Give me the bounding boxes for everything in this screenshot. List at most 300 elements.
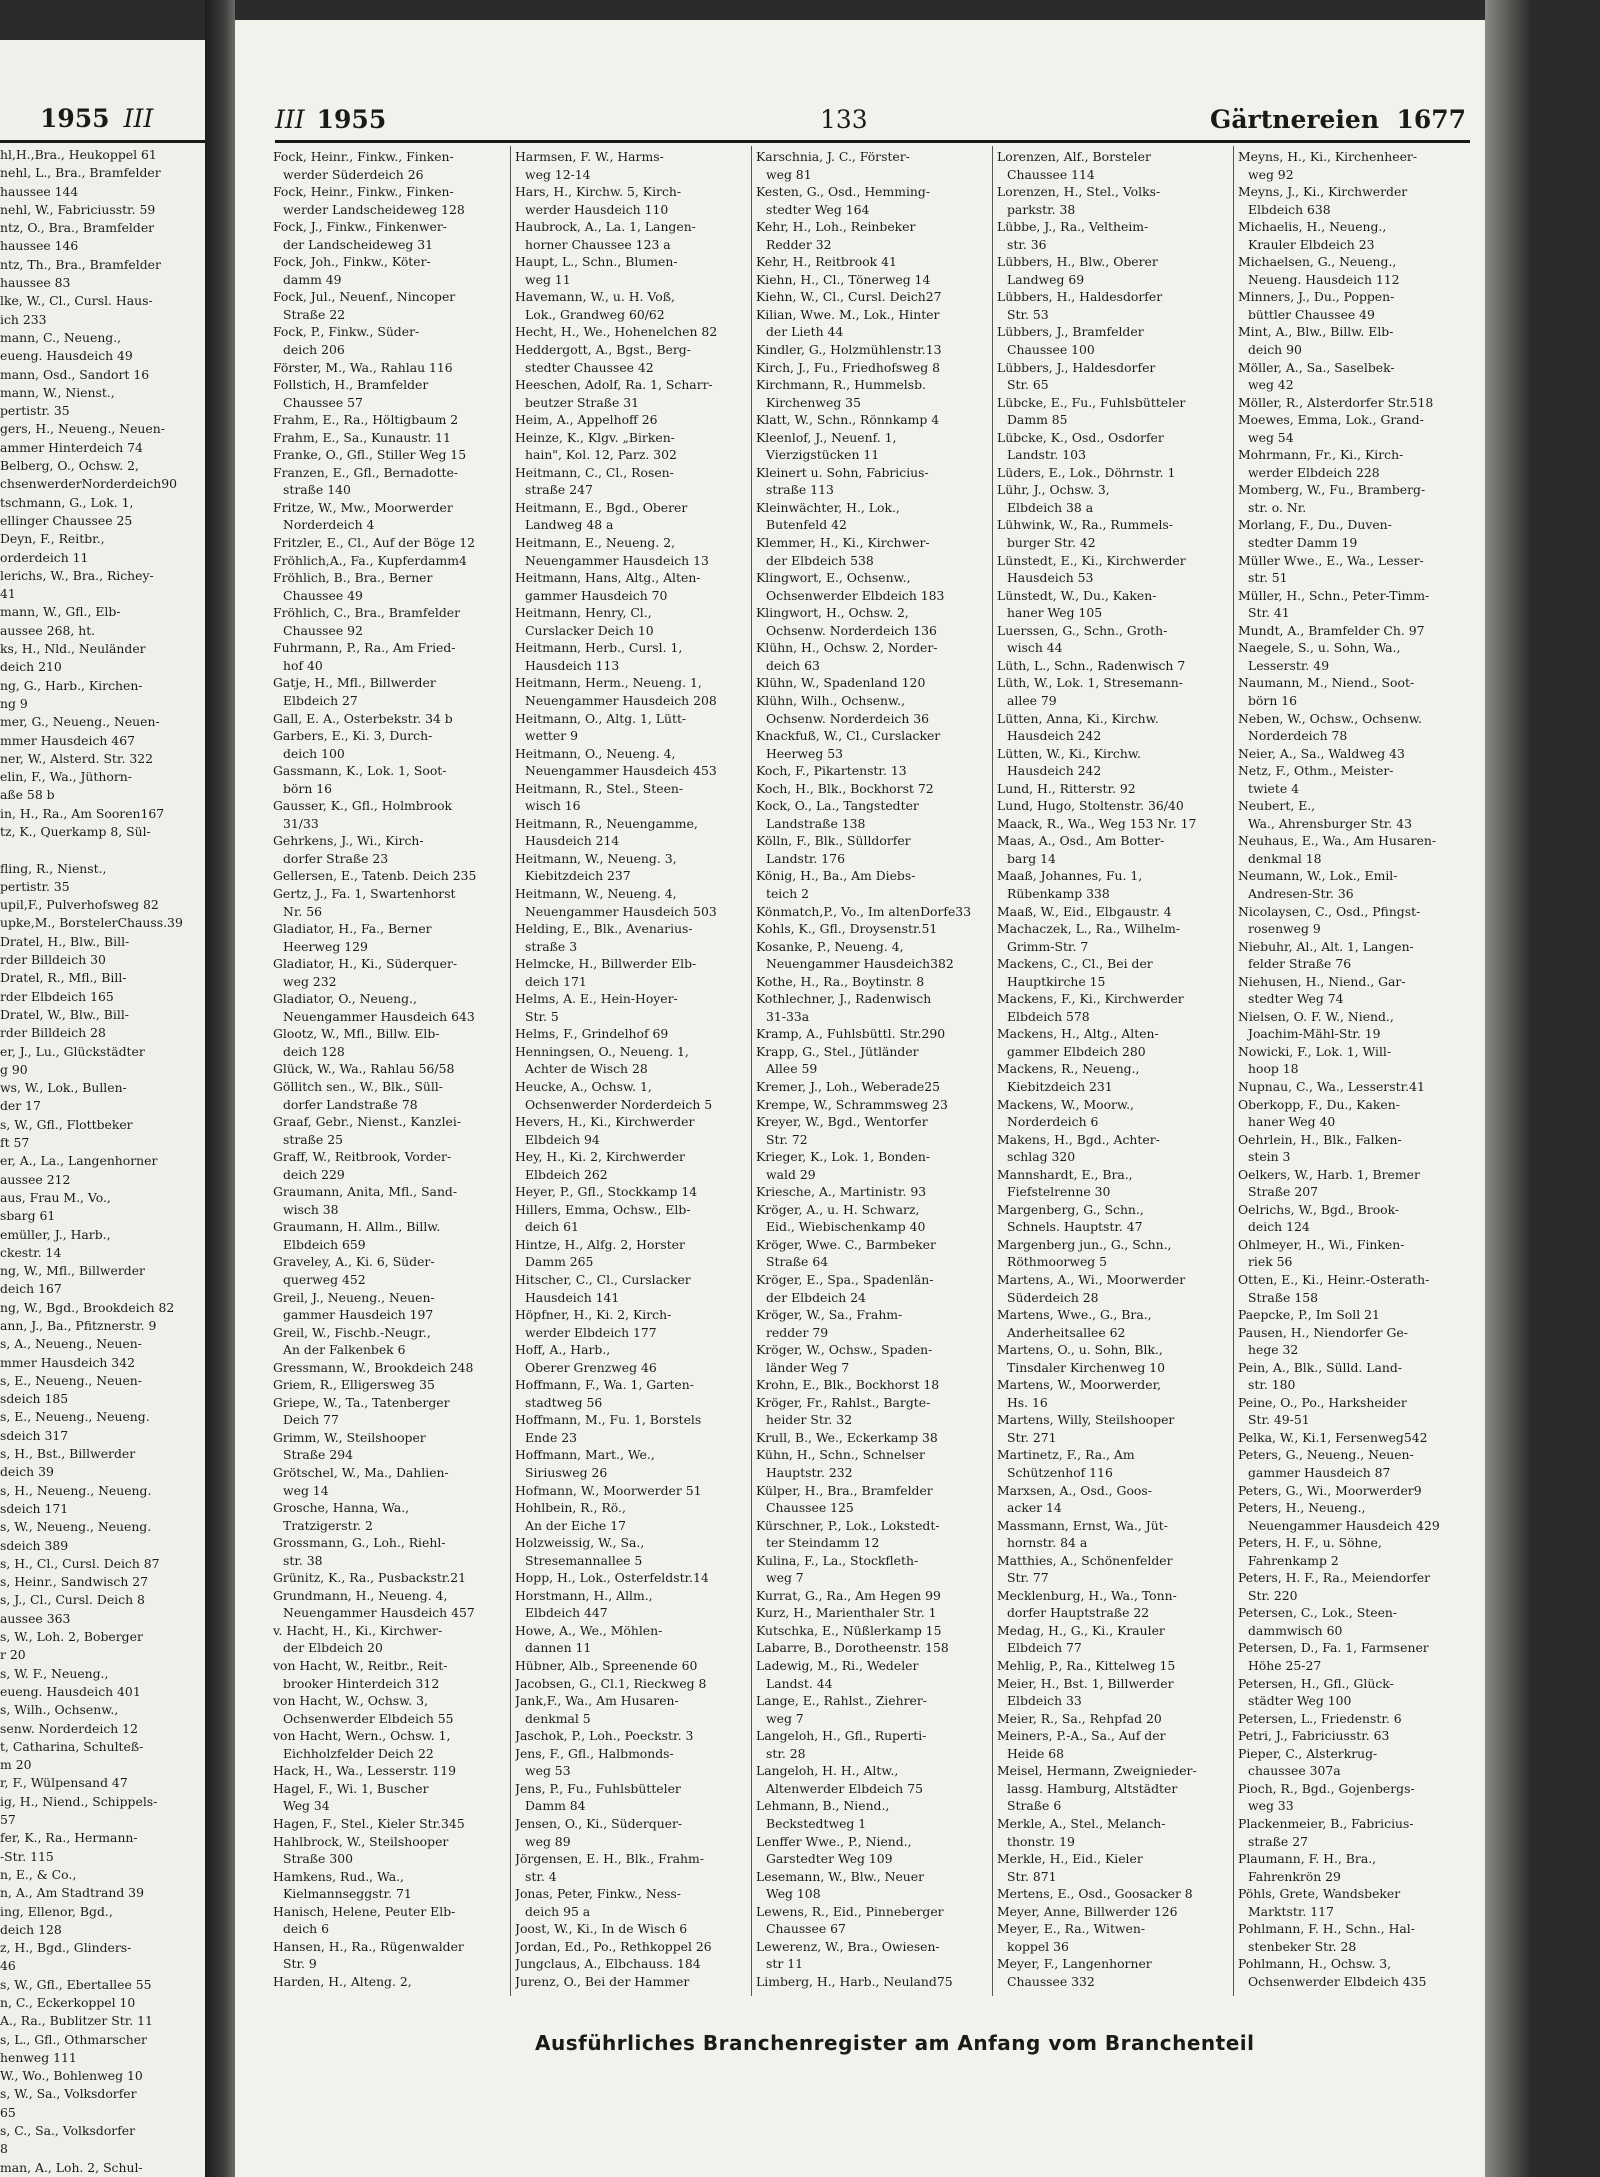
left-page-line: ks, H., Nld., Neuländer	[0, 641, 146, 657]
entry-name-line: Kreyer, W., Bgd., Wentorfer	[756, 1114, 928, 1130]
left-page-line: s, A., Neueng., Neuen-	[0, 1336, 142, 1352]
entry-name-line: Pöhls, Grete, Wandsbeker	[1238, 1886, 1401, 1902]
entry-name-line: Gladiator, O., Neueng.,	[273, 991, 417, 1007]
entry-continuation-line: denkmal 5	[525, 1710, 591, 1726]
directory-entry	[997, 253, 1229, 288]
entry-name-line: Fuhrmann, P., Ra., Am Fried-	[273, 640, 456, 656]
entry-name-line: Heitmann, R., Neuengamme,	[515, 815, 698, 831]
entry-continuation-line	[515, 1990, 747, 1993]
directory-entry	[1238, 1166, 1470, 1201]
entry-name-line: Külper, H., Bra., Bramfelder	[756, 1482, 933, 1498]
entry-name-line: Mertens, E., Osd., Goosacker 8	[997, 1886, 1193, 1902]
directory-entry	[273, 1078, 505, 1113]
directory-entry	[273, 552, 505, 570]
left-page-line: m 20	[0, 1757, 32, 1773]
entry-name-line: Grundmann, H., Neueng. 4,	[273, 1587, 448, 1603]
left-page-line: 8	[0, 2141, 8, 2157]
entry-name-line: Kröger, E., Spa., Spadenlän-	[756, 1272, 934, 1287]
entry-name-line: Moewes, Emma, Lok., Grand-	[1238, 412, 1424, 428]
entry-name-line: Mackens, W., Moorw.,	[997, 1096, 1134, 1112]
directory-column-3	[756, 148, 988, 1993]
entry-continuation-line: dorfer Straße 23	[283, 850, 389, 866]
left-page-line: deich 128	[0, 1921, 62, 1937]
entry-continuation-line: str. 28	[766, 1745, 806, 1761]
entry-name-line: Fock, J., Finkw., Finkenwer-	[273, 219, 447, 235]
entry-continuation-line: weg 7	[766, 1710, 804, 1726]
directory-entry	[756, 1306, 988, 1341]
column-divider	[510, 146, 511, 1996]
directory-entry	[1238, 1534, 1470, 1569]
left-page-line: mer, G., Neueng., Neuen-	[0, 714, 160, 730]
entry-name-line: Heitmann, Hans, Altg., Alten-	[515, 570, 701, 586]
entry-name-line: Petersen, D., Fa. 1, Farmsener	[1238, 1640, 1429, 1656]
entry-continuation-line: Str. 49-51	[1248, 1412, 1310, 1428]
entry-continuation-line: str 11	[766, 1956, 803, 1972]
entry-name-line: Heitmann, O., Altg. 1, Lütt-	[515, 710, 687, 726]
entry-continuation-line: Anderheitsallee 62	[1007, 1324, 1126, 1340]
entry-continuation-line: Str. 271	[1007, 1429, 1057, 1445]
directory-entry	[515, 1376, 747, 1411]
entry-continuation-line: Garstedter Weg 109	[766, 1851, 893, 1867]
directory-entry	[1238, 359, 1470, 394]
entry-continuation-line: werder Elbdeich 177	[525, 1324, 657, 1340]
entry-continuation-line: der Elbdeich 24	[766, 1289, 866, 1305]
directory-entry	[997, 1815, 1229, 1850]
entry-continuation-line: Eichholzfelder Deich 22	[283, 1745, 434, 1761]
entry-name-line: König, H., Ba., Am Diebs-	[756, 868, 916, 884]
left-page-line: ammer Hinterdeich 74	[0, 439, 143, 455]
left-page-line: s, W. F., Neueng.,	[0, 1665, 109, 1681]
entry-continuation-line: Elbdeich 659	[283, 1236, 366, 1252]
directory-entry	[756, 1903, 988, 1938]
left-page-line: s, W., Loh. 2, Boberger	[0, 1629, 143, 1645]
directory-entry	[1238, 481, 1470, 516]
left-page-line: ntz, Th., Bra., Bramfelder	[0, 256, 161, 272]
directory-entry	[1238, 1604, 1470, 1639]
directory-entry	[515, 288, 747, 323]
directory-entry	[997, 1131, 1229, 1166]
directory-entry	[756, 253, 988, 271]
entry-name-line: Mackens, C., Cl., Bei der	[997, 956, 1153, 972]
directory-entry	[1238, 1885, 1470, 1920]
left-page-line: lerichs, W., Bra., Richey-	[0, 567, 154, 583]
directory-entry	[273, 1938, 505, 1973]
directory-entry	[515, 639, 747, 674]
entry-continuation-line: Damm 265	[525, 1254, 594, 1270]
directory-entry	[515, 499, 747, 534]
directory-entry	[515, 183, 747, 218]
left-page-line: s, Heinr., Sandwisch 27	[0, 1574, 149, 1590]
left-page-line: haussee 83	[0, 275, 71, 291]
directory-entry	[273, 1324, 505, 1359]
entry-name-line: Frahm, E., Ra., Höltigbaum 2	[273, 412, 459, 428]
entry-name-line: Nowicki, F., Lok. 1, Will-	[1238, 1043, 1392, 1059]
entry-continuation-line: weg 89	[525, 1833, 571, 1849]
entry-name-line: Kröger, Fr., Rahlst., Bargte-	[756, 1394, 931, 1410]
directory-entry	[756, 674, 988, 692]
entry-name-line: Fock, P., Finkw., Süder-	[273, 324, 420, 340]
left-page-line: s, H., Cl., Cursl. Deich 87	[0, 1555, 160, 1571]
entry-continuation-line: Neuengammer Hausdeich 503	[525, 903, 717, 919]
entry-name-line: Holzweissig, W., Sa.,	[515, 1535, 645, 1551]
entry-name-line: Meisel, Hermann, Zweignieder-	[997, 1763, 1197, 1779]
entry-name-line: Ohlmeyer, H., Wi., Finken-	[1238, 1236, 1405, 1252]
directory-entry	[756, 920, 988, 938]
directory-entry	[756, 692, 988, 727]
directory-entry	[1238, 552, 1470, 587]
entry-continuation-line: Hausdeich 113	[525, 657, 620, 673]
entry-continuation-line: beutzer Straße 31	[525, 394, 640, 410]
entry-continuation-line: gammer Elbdeich 280	[1007, 1043, 1146, 1059]
left-page-line: Dratel, H., Blw., Bill-	[0, 933, 130, 949]
directory-entry	[515, 1850, 747, 1885]
entry-name-line: Martens, Willy, Steilshooper	[997, 1412, 1175, 1428]
entry-continuation-line: gammer Hausdeich 197	[283, 1307, 434, 1323]
entry-continuation-line: Curslacker Deich 10	[525, 622, 654, 638]
directory-entry	[273, 1587, 505, 1622]
directory-entry	[756, 1113, 988, 1148]
left-page-volume: III	[123, 104, 154, 133]
entry-name-line: Mint, A., Blw., Billw. Elb-	[1238, 324, 1394, 340]
entry-name-line: Niehusen, H., Niend., Gar-	[1238, 973, 1406, 989]
directory-entry	[515, 1955, 747, 1973]
left-page-line: aus, Frau M., Vo.,	[0, 1189, 111, 1205]
entry-continuation-line: Chaussee 114	[1007, 166, 1095, 182]
entry-continuation-line: redder 79	[766, 1324, 829, 1340]
entry-name-line: Hamkens, Rud., Wa.,	[273, 1868, 404, 1884]
directory-entry	[756, 727, 988, 762]
directory-entry	[273, 1218, 505, 1253]
directory-entry	[756, 1622, 988, 1640]
directory-entry	[515, 1411, 747, 1446]
entry-name-line: Kühn, H., Schn., Schnelser	[756, 1447, 925, 1463]
directory-entry	[515, 955, 747, 990]
entry-name-line: Kirchmann, R., Hummelsb.	[756, 377, 926, 393]
entry-continuation-line: hoop 18	[1248, 1061, 1299, 1077]
entry-continuation-line: deich 90	[1248, 342, 1302, 358]
directory-entry	[515, 464, 747, 499]
directory-entry	[756, 411, 988, 429]
directory-entry	[515, 1043, 747, 1078]
entry-continuation-line: Elbdeich 447	[525, 1605, 608, 1621]
directory-entry	[1238, 148, 1470, 183]
directory-entry	[515, 534, 747, 569]
directory-entry	[273, 1113, 505, 1148]
directory-entry	[273, 253, 505, 288]
entry-name-line: Peters, G., Wi., Moorwerder9	[1238, 1482, 1422, 1498]
directory-entry	[1238, 973, 1470, 1008]
entry-continuation-line: straße 113	[766, 482, 834, 498]
entry-continuation-line: weg 7	[766, 1570, 804, 1586]
directory-entry	[756, 1868, 988, 1903]
directory-entry	[1238, 1008, 1470, 1043]
directory-entry	[756, 218, 988, 253]
entry-continuation-line: weg 14	[283, 1482, 329, 1498]
entry-name-line: Lünstedt, W., Du., Kaken-	[997, 587, 1157, 603]
left-page-line: in, H., Ra., Am Sooren167	[0, 805, 165, 821]
scan-background	[1485, 0, 1600, 2177]
left-page-line: lke, W., Cl., Cursl. Haus-	[0, 293, 153, 309]
entry-continuation-line: Chaussee 57	[283, 394, 363, 410]
entry-continuation-line: wetter 9	[525, 728, 578, 744]
left-page-line: 57	[0, 1812, 16, 1828]
entry-continuation-line: heider Str. 32	[766, 1412, 853, 1428]
entry-continuation-line: riek 56	[1248, 1254, 1293, 1270]
directory-entry	[515, 569, 747, 604]
directory-entry	[997, 1517, 1229, 1552]
entry-continuation-line: straße 25	[283, 1131, 343, 1147]
left-page-line: r 20	[0, 1647, 26, 1663]
entry-continuation-line: felder Straße 76	[1248, 956, 1352, 972]
directory-entry	[756, 1692, 988, 1727]
entry-name-line: Glück, W., Wa., Rahlau 56/58	[273, 1061, 455, 1077]
left-page-line: fer, K., Ra., Hermann-	[0, 1830, 138, 1846]
directory-entry	[756, 1587, 988, 1605]
entry-name-line: Lewerenz, W., Bra., Owiesen-	[756, 1938, 940, 1954]
entry-continuation-line: der Lieth 44	[766, 324, 844, 340]
entry-name-line: Kramp, A., Fuhlsbüttl. Str.290	[756, 1026, 946, 1042]
entry-name-line: Heitmann, O., Neueng. 4,	[515, 745, 676, 761]
entry-name-line: Jensen, O., Ki., Süderquer-	[515, 1815, 683, 1831]
directory-entry	[273, 499, 505, 534]
entry-name-line: Martens, W., Moorwerder,	[997, 1377, 1162, 1393]
entry-name-line: Neben, W., Ochsw., Ochsenw.	[1238, 710, 1422, 726]
entry-continuation-line: barg 14	[1007, 850, 1056, 866]
entry-name-line: Mehlig, P., Ra., Kittelweg 15	[997, 1658, 1176, 1674]
entry-continuation-line: dorfer Hauptstraße 22	[1007, 1605, 1150, 1621]
entry-name-line: Hars, H., Kirchw. 5, Kirch-	[515, 184, 682, 200]
directory-entry	[997, 1096, 1229, 1131]
directory-entry	[1238, 1306, 1470, 1324]
directory-entry	[515, 1727, 747, 1745]
entry-name-line: Lübcke, K., Osd., Osdorfer	[997, 429, 1164, 445]
directory-entry	[997, 1955, 1229, 1990]
entry-continuation-line: weg 53	[525, 1763, 571, 1779]
entry-continuation-line: stadtweg 56	[525, 1394, 603, 1410]
entry-continuation-line: stedter Weg 164	[766, 201, 870, 217]
directory-entry	[997, 1920, 1229, 1955]
directory-entry	[273, 797, 505, 832]
entry-continuation-line: Neueng. Hausdeich 112	[1248, 271, 1400, 287]
entry-continuation-line: Fiefstelrenne 30	[1007, 1184, 1111, 1200]
entry-name-line: Hopp, H., Lok., Osterfeldstr.14	[515, 1570, 709, 1586]
entry-name-line: Klingwort, H., Ochsw. 2,	[756, 605, 909, 621]
left-page-line: er, J., Lu., Glückstädter	[0, 1043, 145, 1059]
entry-continuation-line: Elbdeich 262	[525, 1166, 608, 1182]
left-page-line: senw. Norderdeich 12	[0, 1720, 138, 1736]
entry-continuation-line: Vierzigstücken 11	[766, 447, 880, 463]
directory-entry	[273, 727, 505, 762]
entry-name-line: Peine, O., Po., Harksheider	[1238, 1394, 1407, 1410]
directory-entry	[515, 1534, 747, 1569]
directory-entry	[997, 394, 1229, 429]
entry-continuation-line: stedter Weg 74	[1248, 991, 1344, 1007]
directory-entry	[997, 990, 1229, 1025]
directory-entry	[756, 1727, 988, 1762]
directory-entry	[997, 1710, 1229, 1728]
entry-name-line: Heitmann, Herm., Neueng. 1,	[515, 675, 702, 691]
entry-name-line: Müller Wwe., E., Wa., Lesser-	[1238, 552, 1424, 568]
entry-name-line: Kröger, A., u. H. Schwarz,	[756, 1201, 920, 1217]
left-page-line: s, Wilh., Ochsenw.,	[0, 1702, 119, 1718]
directory-entry	[273, 1833, 505, 1868]
entry-continuation-line: der Elbdeich 20	[283, 1640, 383, 1656]
entry-name-line: Margenberg jun., G., Schn.,	[997, 1236, 1172, 1252]
directory-entry	[1238, 745, 1470, 763]
entry-name-line: Heitmann, E., Neueng. 2,	[515, 535, 676, 551]
directory-entry	[515, 604, 747, 639]
directory-entry	[515, 780, 747, 815]
left-page-line: der 17	[0, 1098, 41, 1114]
directory-entry	[273, 1499, 505, 1534]
directory-entry	[515, 815, 747, 850]
entry-name-line: Lühwink, W., Ra., Rummels-	[997, 517, 1173, 533]
entry-continuation-line: str. 38	[283, 1552, 323, 1568]
entry-continuation-line: hege 32	[1248, 1342, 1299, 1358]
entry-name-line: Kehr, H., Loh., Reinbeker	[756, 219, 916, 235]
left-page-line: ws, W., Lok., Bullen-	[0, 1080, 127, 1096]
directory-entry	[273, 762, 505, 797]
header-rule	[275, 140, 1470, 143]
entry-name-line: Helms, F., Grindelhof 69	[515, 1026, 669, 1042]
directory-entry	[1238, 1780, 1470, 1815]
entry-continuation-line: deich 95 a	[525, 1903, 591, 1919]
entry-continuation-line: Nr. 56	[283, 903, 323, 919]
entry-continuation-line: Beckstedtweg 1	[766, 1815, 867, 1831]
entry-continuation-line: Hausdeich 242	[1007, 728, 1102, 744]
directory-entry	[273, 1534, 505, 1569]
directory-entry	[997, 657, 1229, 675]
left-page-line: sdeich 389	[0, 1537, 69, 1553]
directory-entry	[273, 464, 505, 499]
entry-name-line: Jens, F., Gfl., Halbmonds-	[515, 1745, 674, 1761]
footer-note: Ausführliches Branchenregister am Anfang vom Branchenteil	[535, 2031, 1255, 2055]
entry-name-line: Heeschen, Adolf, Ra. 1, Scharr-	[515, 377, 713, 393]
left-page-line: hl,H.,Bra., Heukoppel 61	[0, 147, 157, 162]
directory-entry	[515, 674, 747, 709]
left-page-line: s, C., Sa., Volksdorfer	[0, 2123, 136, 2139]
entry-continuation-line: Hausdeich 53	[1007, 570, 1094, 586]
directory-entry	[997, 288, 1229, 323]
entry-name-line: Lenffer Wwe., P., Niend.,	[756, 1833, 912, 1849]
left-page-line: nehl, L., Bra., Bramfelder	[0, 165, 161, 181]
directory-entry	[515, 1482, 747, 1500]
left-page-line: rder Billdeich 30	[0, 952, 106, 968]
entry-name-line: Hoffmann, Mart., We.,	[515, 1447, 655, 1463]
left-page-line: ckestr. 14	[0, 1244, 62, 1260]
entry-name-line: Hack, H., Wa., Lesserstr. 119	[273, 1763, 456, 1779]
directory-entry	[756, 1429, 988, 1447]
entry-name-line: Greil, W., Fischb.-Neugr.,	[273, 1324, 431, 1340]
left-page-line: s, H., Bst., Billwerder	[0, 1446, 136, 1462]
directory-entry	[997, 1236, 1229, 1271]
entry-continuation-line: deich 229	[283, 1166, 345, 1182]
entry-name-line: Lübbers, H., Blw., Oberer	[997, 254, 1158, 270]
entry-continuation-line: Kiebitzdeich 237	[525, 868, 631, 884]
directory-entry	[997, 1727, 1229, 1762]
left-page-line: mmer Hausdeich 342	[0, 1354, 135, 1370]
entry-name-line: Klühn, W., Spadenland 120	[756, 675, 926, 691]
left-page-line: -Str. 115	[0, 1848, 54, 1864]
entry-name-line: Otten, E., Ki., Heinr.-Osterath-	[1238, 1272, 1430, 1287]
entry-name-line: Grünitz, K., Ra., Pusbackstr.21	[273, 1570, 467, 1586]
directory-entry	[756, 1552, 988, 1587]
entry-continuation-line: Norderdeich 6	[1007, 1114, 1099, 1130]
entry-continuation-line: wald 29	[766, 1166, 816, 1182]
entry-continuation-line: Hs. 16	[1007, 1394, 1048, 1410]
left-page-line: rder Elbdeich 165	[0, 988, 114, 1004]
book-gutter	[205, 0, 235, 2177]
left-page-line: sdeich 185	[0, 1391, 69, 1407]
entry-name-line: Makens, H., Bgd., Achter-	[997, 1131, 1160, 1147]
directory-entry	[756, 1341, 988, 1376]
directory-entry	[273, 920, 505, 955]
entry-continuation-line: damm 49	[283, 271, 342, 287]
directory-entry	[515, 1271, 747, 1306]
page-number: 133	[820, 105, 868, 134]
page-header-right	[1210, 105, 1466, 134]
entry-name-line: Lange, E., Rahlst., Ziehrer-	[756, 1693, 927, 1709]
entry-name-line: Lüth, W., Lok. 1, Stresemann-	[997, 675, 1183, 691]
directory-entry	[756, 639, 988, 674]
entry-continuation-line: haner Weg 105	[1007, 605, 1103, 621]
directory-entry	[273, 323, 505, 358]
entry-name-line: Gassmann, K., Lok. 1, Soot-	[273, 763, 447, 779]
entry-name-line: Jurenz, O., Bei der Hammer	[515, 1973, 690, 1989]
entry-name-line: Langeloh, H., Gfl., Ruperti-	[756, 1728, 927, 1744]
entry-continuation-line: str. 51	[1248, 570, 1288, 586]
entry-name-line: Hoffmann, M., Fu. 1, Borstels	[515, 1412, 702, 1428]
directory-entry	[1238, 587, 1470, 622]
entry-name-line: Hanisch, Helene, Peuter Elb-	[273, 1903, 456, 1919]
directory-entry	[1238, 1324, 1470, 1359]
entry-continuation-line: Elbdeich 38 a	[1007, 499, 1094, 515]
entry-continuation-line: Neuengammer Hausdeich 453	[525, 763, 717, 779]
entry-continuation-line: Tinsdaler Kirchenweg 10	[1007, 1359, 1165, 1375]
entry-name-line: Naegele, S., u. Sohn, Wa.,	[1238, 640, 1401, 656]
left-page-line: deich 167	[0, 1281, 62, 1297]
entry-name-line: Graveley, A., Ki. 6, Süder-	[273, 1254, 435, 1270]
left-page-line: elin, F., Wa., Jüthorn-	[0, 769, 132, 785]
entry-name-line: Michaelis, H., Neueng.,	[1238, 219, 1387, 235]
directory-entry	[756, 534, 988, 569]
entry-name-line: Klatt, W., Schn., Rönnkamp 4	[756, 412, 940, 428]
entry-name-line: Müller, H., Schn., Peter-Timm-	[1238, 587, 1430, 603]
directory-entry	[515, 1622, 747, 1657]
entry-name-line: Meyer, Anne, Billwerder 126	[997, 1903, 1178, 1919]
entry-name-line: Plackenmeier, B., Fabricius-	[1238, 1815, 1414, 1831]
directory-entry	[515, 710, 747, 745]
directory-entry	[997, 1657, 1229, 1675]
entry-name-line: Nielsen, O. F. W., Niend.,	[1238, 1008, 1394, 1024]
entry-name-line: Gertz, J., Fa. 1, Swartenhorst	[273, 885, 456, 901]
entry-continuation-line: Chaussee 49	[283, 587, 363, 603]
entry-name-line: Kohls, K., Gfl., Droysenstr.51	[756, 921, 938, 937]
entry-continuation-line: Oberer Grenzweg 46	[525, 1359, 657, 1375]
entry-name-line: Martens, A., Wi., Moorwerder	[997, 1272, 1186, 1287]
directory-entry	[756, 499, 988, 534]
entry-continuation-line: Schützenhof 116	[1007, 1465, 1113, 1481]
entry-continuation-line: Butenfeld 42	[766, 517, 847, 533]
entry-continuation-line: Neuengammer Hausdeich 457	[283, 1605, 475, 1621]
entry-continuation-line: Elbdeich 77	[1007, 1640, 1082, 1656]
entry-continuation-line: Ende 23	[525, 1429, 577, 1445]
entry-continuation-line: der Elbdeich 538	[766, 552, 874, 568]
directory-entry	[997, 710, 1229, 745]
entry-continuation-line: Ochsenwerder Elbdeich 55	[283, 1710, 454, 1726]
directory-entry	[515, 429, 747, 464]
entry-name-line: Limberg, H., Harb., Neuland75	[756, 1973, 953, 1989]
